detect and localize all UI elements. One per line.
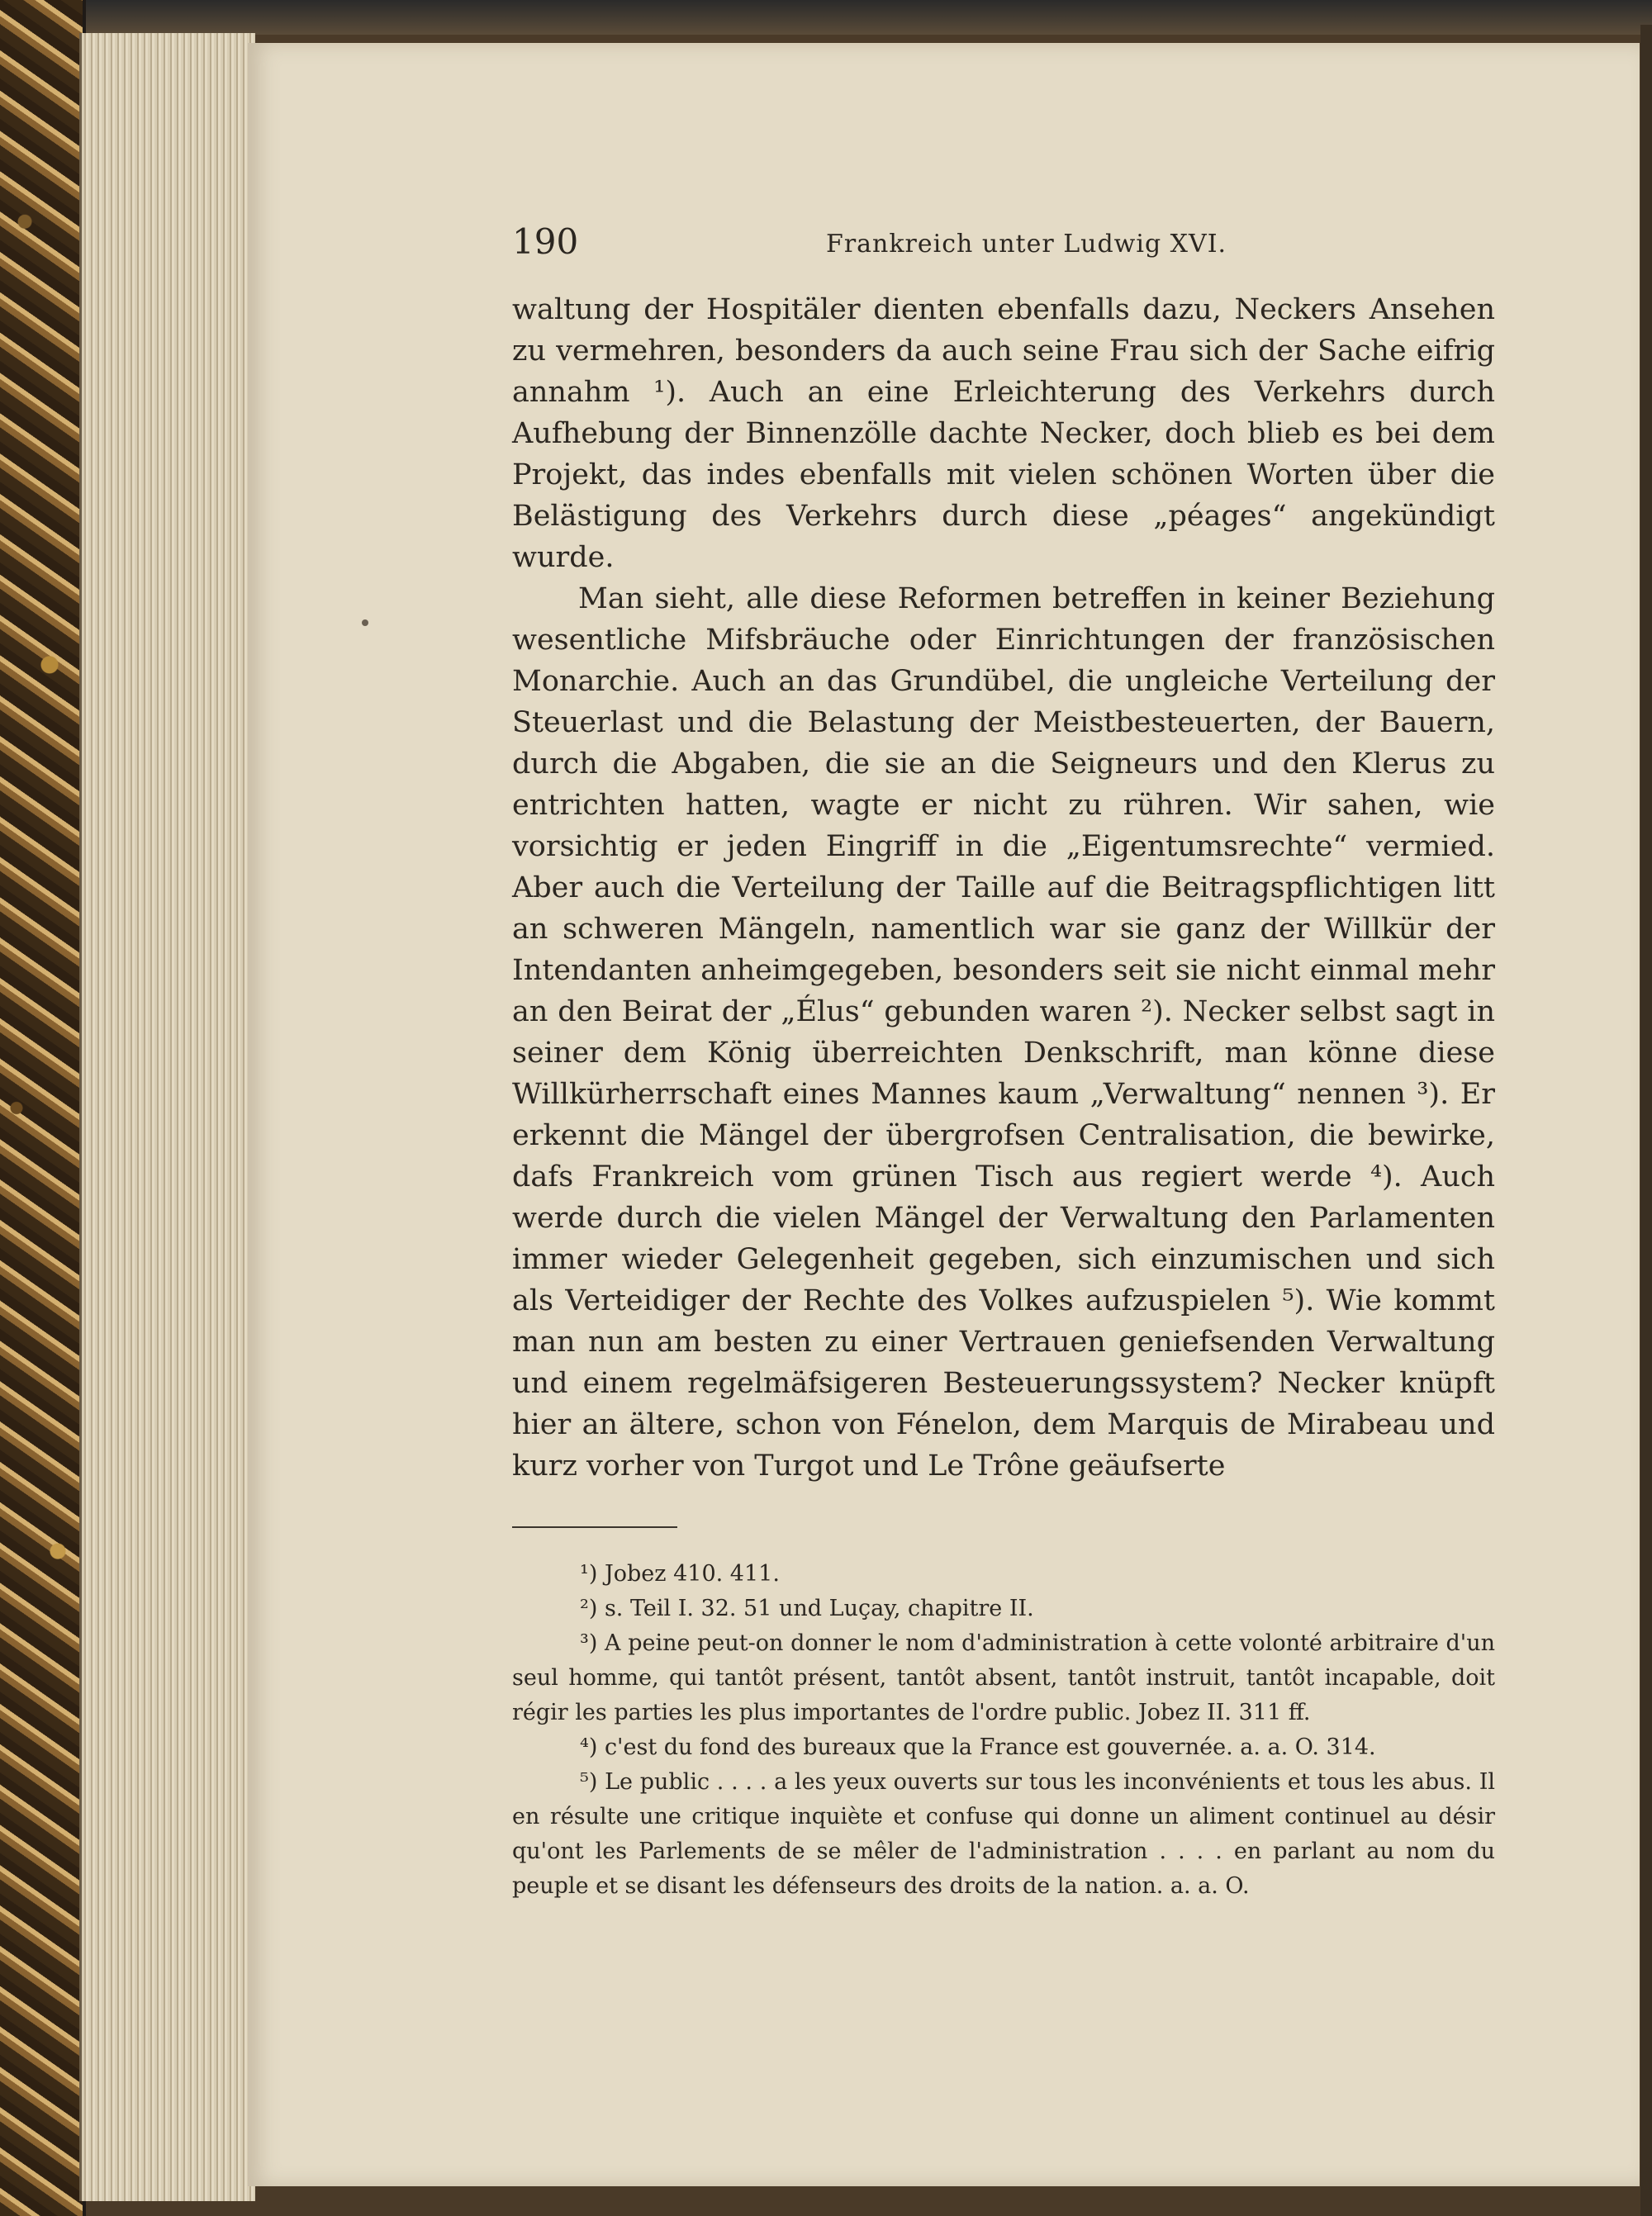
paragraph-1: waltung der Hospitäler dienten ebenfalls dazu, Neckers Ansehen zu vermehren, besonders da auch seine Frau sich der Sache eifrig annahm ¹). Auch an eine Erleichterung des Verkehrs durch Aufhebung der Binnenzölle dachte Necker, doch blieb es bei dem Projekt, das indes ebenfalls mit vielen schönen Worten über die Belästigung des Verkehrs durch diese „péages“ angekündigt wurde. (512, 293, 1495, 574)
top-band (0, 0, 1652, 35)
page-speck (362, 619, 368, 626)
paragraph-2: Man sieht, alle diese Reformen betreffen in keiner Beziehung wesentliche Mifsbräuche oder Einrichtungen der französischen Monarchie. Auch an das Grundübel, die ungleiche Verteilung der Steuerlast und die Belastung der Meistbesteuerten, der Bauern, durch die Abgaben, die sie an die Seigneurs und den Klerus zu entrichten hatten, wagte er nicht zu rühren. Wir sahen, wie vorsichtig er jeden Eingriff in die „Eigentumsrechte“ vermied. Aber auch die Verteilung der Taille auf die Beitragspflichtigen litt an schweren Mängeln, namentlich war sie ganz der Willkür der Intendanten anheimgegeben, besonders seit sie nicht einmal mehr an den Beirat der „Élus“ gebunden waren ²). Necker selbst sagt in seiner dem König überreichten Denkschrift, man könne diese Willkürherrschaft eines Mannes kaum „Verwaltung“ nennen ³). Er erkennt die Mängel der übergrofsen Centralisation, die bewirke, dafs Frankreich vom grünen Tisch aus regiert werde ⁴). Auch werde durch die vielen Mängel der Verwaltung den Parlamenten immer wieder Gelegenheit gegeben, sich einzumischen und sich als Verteidiger der Rechte des Volkes aufzuspielen ⁵). Wie kommt man nun am besten zu einer Vertrauen geniefsenden Verwaltung und einem regelmäfsigeren Besteuerungssystem? Necker knüpft hier an ältere, schon von Fénelon, dem Marquis de Mirabeau und kurz vorher von Turgot und Le Trône geäufserte (512, 582, 1495, 1483)
page-stack-edge (79, 33, 255, 2201)
footnote-rule (512, 1526, 677, 1528)
marbled-cover (0, 0, 86, 2216)
running-head: Frankreich unter Ludwig XVI. (826, 230, 1227, 259)
body-text (512, 289, 1495, 1487)
footnote-1: ¹) Jobez 410. 411. (580, 1561, 780, 1587)
footnote-3: ³) A peine peut-on donner le nom d'administration à cette volonté arbitraire d'un seul homme, qui tantôt présent, tantôt absent, tantôt instruit, tantôt incapable, doit régir les parties les plus importantes de l'ordre public. Jobez II. 311 ff. (512, 1630, 1495, 1725)
right-edge (1640, 25, 1652, 2216)
footnotes (512, 1557, 1495, 1904)
footnote-4: ⁴) c'est du fond des bureaux que la France est gouvernée. a. a. O. 314. (580, 1734, 1376, 1760)
footnote-2: ²) s. Teil I. 32. 51 und Luçay, chapitre II. (580, 1596, 1034, 1621)
page-number: 190 (512, 221, 579, 262)
footnote-5: ⁵) Le public . . . . a les yeux ouverts sur tous les inconvénients et tous les abus. Il en résulte une critique inquiète et confuse qui donne un aliment continuel au désir qu'ont les Parlements de se mêler de l'administration . . . . en parlant au nom du peuple et se disant les défenseurs des droits de la nation. a. a. O. (512, 1769, 1495, 1899)
page-header (512, 221, 1495, 271)
